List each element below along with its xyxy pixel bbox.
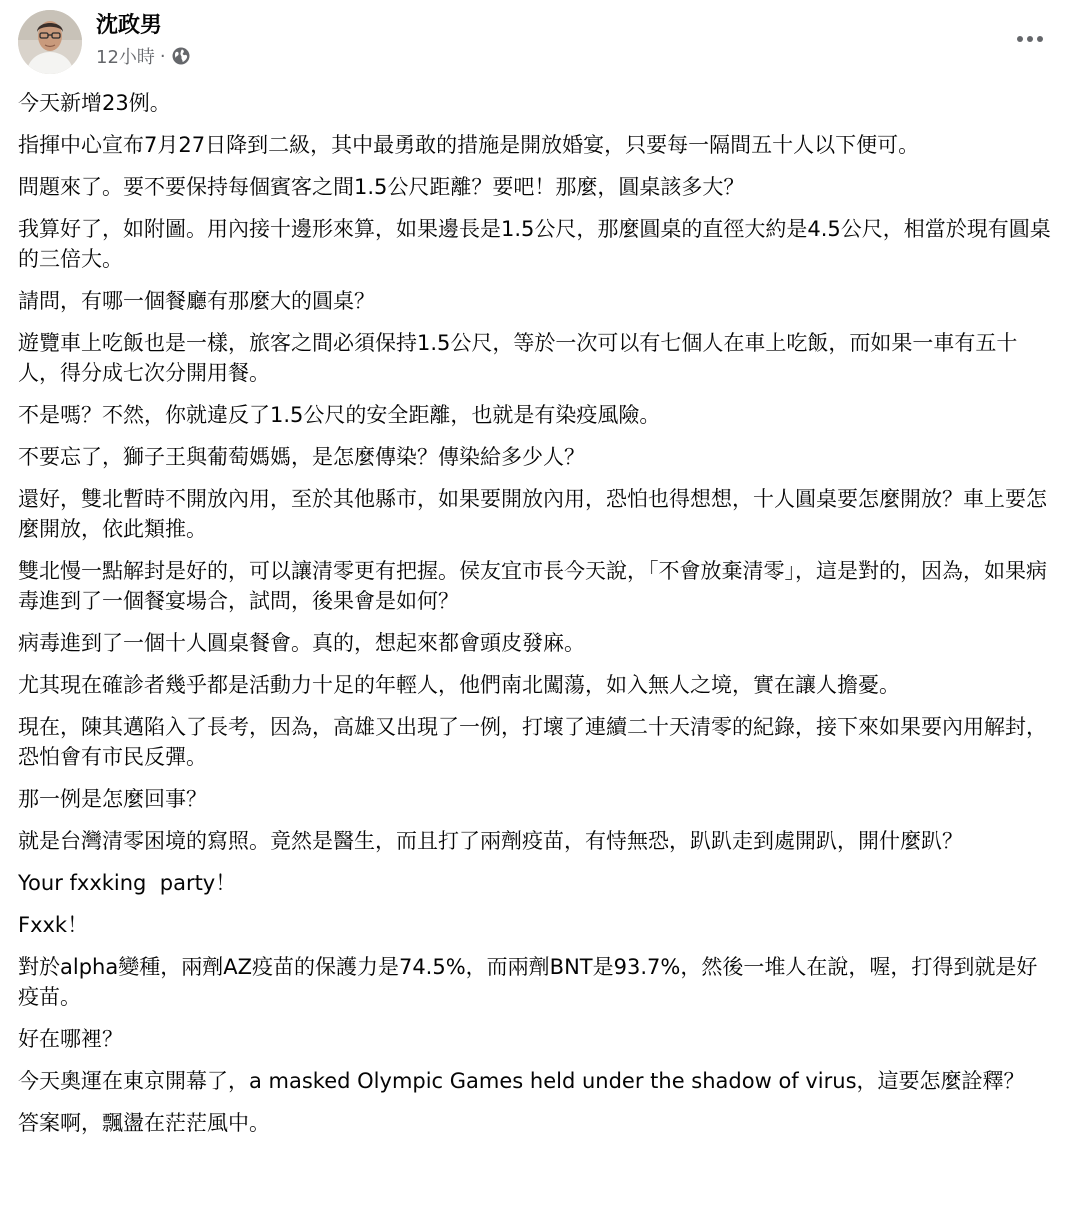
post-paragraph: 問題來了。要不要保持每個賓客之間1.5公尺距離？要吧！那麼，圓桌該多大？ bbox=[18, 175, 745, 199]
post-paragraph: Fxxk！ bbox=[18, 913, 89, 937]
globe-icon[interactable] bbox=[172, 47, 190, 65]
meta-separator: · bbox=[159, 45, 166, 67]
post-paragraph: 指揮中心宣布7月27日降到二級，其中最勇敢的措施是開放婚宴，只要每一隔間五十人以下便可。 bbox=[18, 133, 920, 157]
post-paragraph: 雙北慢一點解封是好的，可以讓清零更有把握。侯友宜市長今天說，「不會放棄清零」，這是對的，因為，如果病毒進到了一個餐宴場合，試問，後果會是如何？ bbox=[18, 559, 1047, 613]
post-header bbox=[18, 10, 1058, 74]
more-options-icon bbox=[1016, 35, 1044, 43]
post-paragraph: 尤其現在確診者幾乎都是活動力十足的年輕人，他們南北闖蕩，如入無人之境，實在讓人擔憂。 bbox=[18, 673, 900, 697]
post-paragraph: 今天奧運在東京開幕了，a masked Olympic Games held under the shadow of virus，這要怎麼詮釋？ bbox=[18, 1069, 1025, 1093]
post-paragraph: 不要忘了，獅子王與葡萄媽媽，是怎麼傳染？傳染給多少人？ bbox=[18, 445, 585, 469]
post-paragraph: 還好，雙北暫時不開放內用，至於其他縣市，如果要開放內用，恐怕也得想想，十人圓桌要怎麼開放？車上要怎麼開放，依此類推。 bbox=[18, 487, 1047, 541]
avatar[interactable] bbox=[18, 10, 82, 74]
post-meta bbox=[96, 44, 190, 68]
post-paragraph: 我算好了，如附圖。用內接十邊形來算，如果邊長是1.5公尺，那麼圓桌的直徑大約是4.5公尺，相當於現有圓桌的三倍大。 bbox=[18, 217, 1051, 271]
post-paragraph: 不是嗎？不然，你就違反了1.5公尺的安全距離，也就是有染疫風險。 bbox=[18, 403, 661, 427]
post-paragraph: 現在，陳其邁陷入了長考，因為，高雄又出現了一例，打壞了連續二十天清零的紀錄，接下來如果要內用解封，恐怕會有市民反彈。 bbox=[18, 715, 1047, 769]
post-body bbox=[18, 88, 1058, 1150]
post-paragraph: 請問，有哪一個餐廳有那麼大的圓桌？ bbox=[18, 289, 375, 313]
post-paragraph: Your fxxking party！ bbox=[18, 871, 237, 895]
more-options-button[interactable] bbox=[1012, 24, 1048, 54]
author-name[interactable]: 沈政男 bbox=[96, 13, 163, 38]
post-timestamp[interactable]: 12小時 bbox=[96, 47, 155, 68]
person-portrait-avatar-icon bbox=[18, 10, 82, 74]
post-paragraph: 那一例是怎麼回事？ bbox=[18, 787, 207, 811]
post-paragraph: 就是台灣清零困境的寫照。竟然是醫生，而且打了兩劑疫苗，有恃無恐，趴趴走到處開趴，開什麼趴？ bbox=[18, 829, 963, 853]
post-paragraph: 對於alpha變種，兩劑AZ疫苗的保護力是74.5%，而兩劑BNT是93.7%，然後一堆人在說，喔，打得到就是好疫苗。 bbox=[18, 955, 1038, 1009]
post-paragraph: 答案啊，飄盪在茫茫風中。 bbox=[18, 1111, 270, 1135]
post-paragraph: 好在哪裡？ bbox=[18, 1027, 123, 1051]
post-paragraph: 今天新增23例。 bbox=[18, 91, 171, 115]
post-paragraph: 遊覽車上吃飯也是一樣，旅客之間必須保持1.5公尺，等於一次可以有七個人在車上吃飯，而如果一車有五十人，得分成七次分開用餐。 bbox=[18, 331, 1018, 385]
post-paragraph: 病毒進到了一個十人圓桌餐會。真的，想起來都會頭皮發麻。 bbox=[18, 631, 585, 655]
